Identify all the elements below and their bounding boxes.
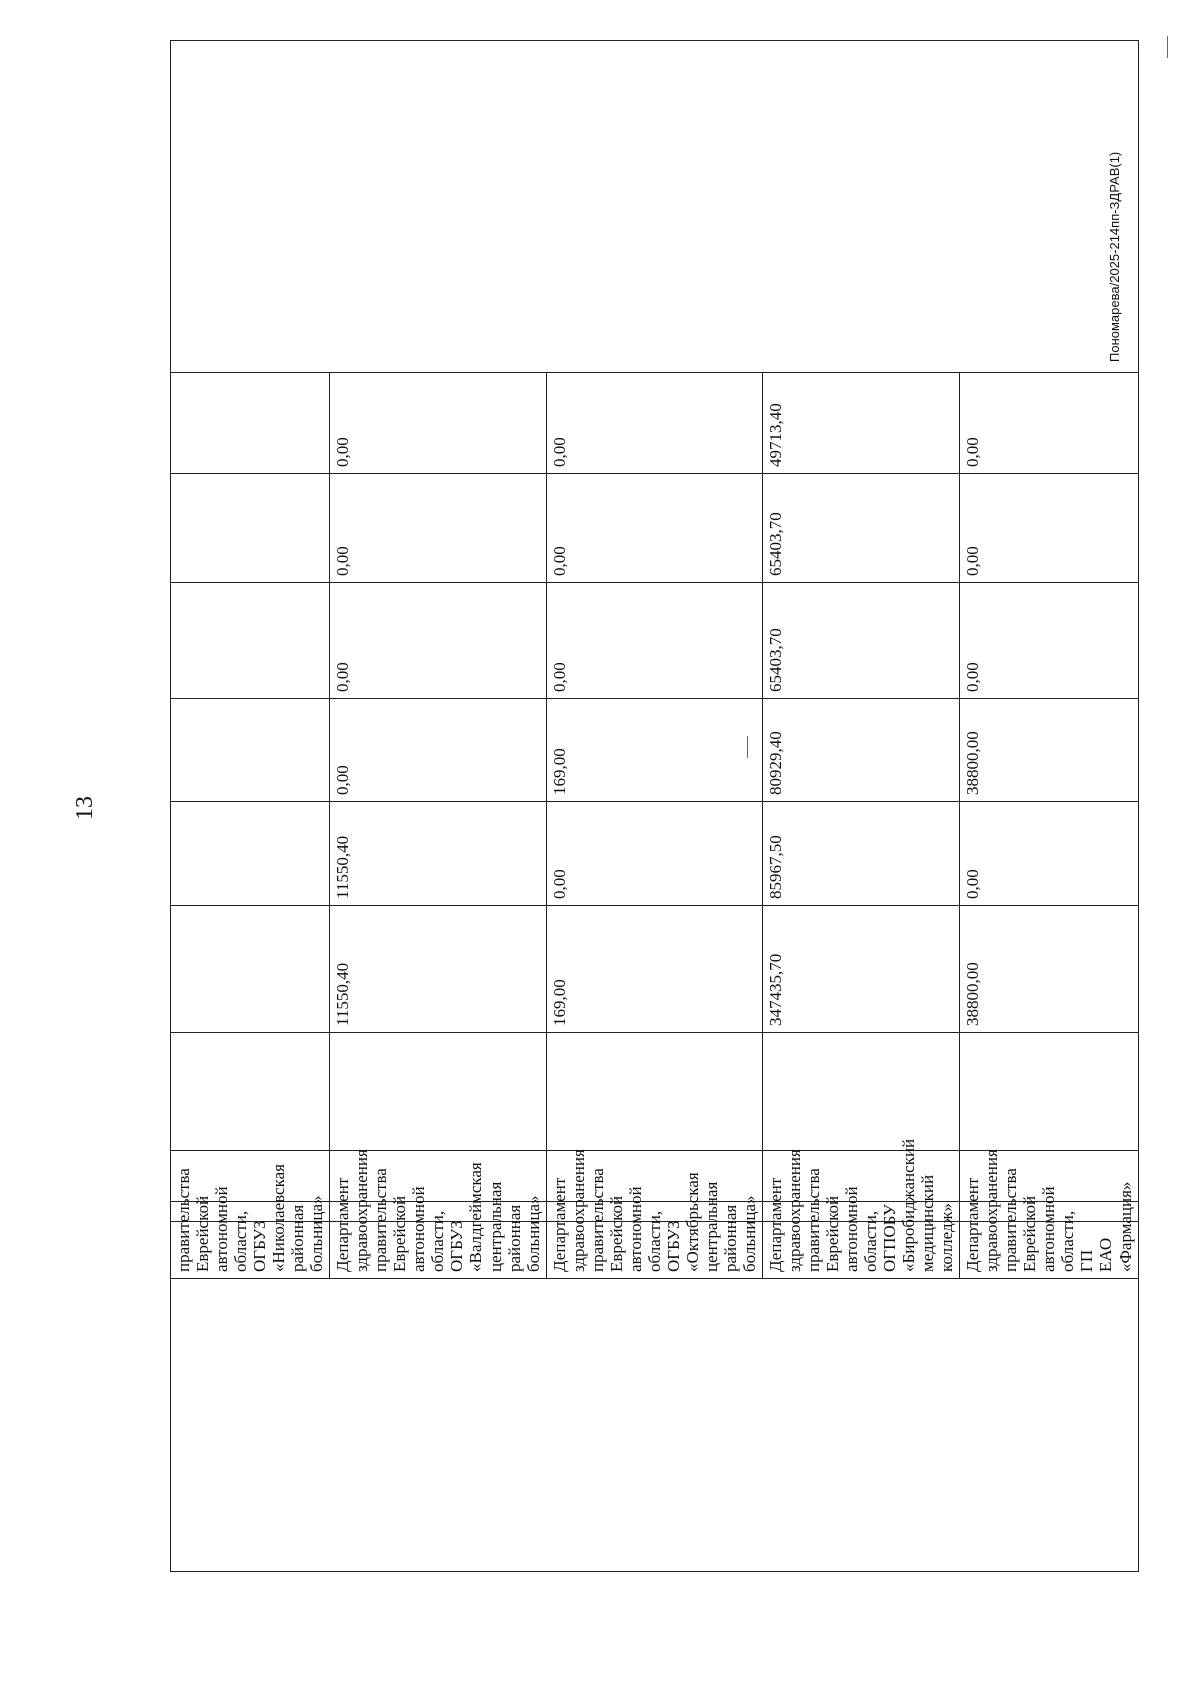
value-cell: 0,00 [546, 373, 762, 474]
value-cell: 38800,00 [960, 699, 1138, 802]
empty-cell [171, 1151, 330, 1202]
value-cell: 0,00 [546, 474, 762, 583]
value-cell [171, 474, 330, 583]
scan-mark-top [1167, 36, 1168, 58]
document-code: Пономарева/2025-214пп-ЗДРАВ(1) [1107, 151, 1122, 362]
empty-cell [762, 1033, 959, 1151]
empty-cell [546, 1033, 762, 1151]
value-cell: 38800,00 [960, 906, 1138, 1033]
value-cell [171, 583, 330, 699]
value-cell: 0,00 [330, 583, 546, 699]
org-cell: Департамент здравоохранения правительства Еврейской автономной области, ГП ЕАО «Фармация» [960, 1222, 1138, 1279]
page-number: 13 [72, 796, 98, 820]
value-cell: 49713,40 [762, 373, 959, 474]
org-cell: Департамент здравоохранения правительства Еврейской автономной области, ОГБУЗ «Октябрьская центральная районная больница» [546, 1222, 762, 1279]
value-cell: 347435,70 [762, 906, 959, 1033]
value-cell [171, 699, 330, 802]
value-cell: 0,00 [960, 373, 1138, 474]
org-cell: Департамент здравоохранения правительства Еврейской автономной области, ОГБУЗ «Валдгеймская центральная районная больница» [330, 1222, 546, 1279]
empty-cell [330, 1033, 546, 1151]
value-cell [171, 802, 330, 906]
value-cell: 80929,40 [762, 699, 959, 802]
value-cell: 169,00 [546, 906, 762, 1033]
value-cell: 169,00 [546, 699, 762, 802]
value-cell: 0,00 [546, 583, 762, 699]
empty-cell [960, 1033, 1138, 1151]
empty-last-column-cell [171, 41, 1139, 373]
table-row [171, 41, 330, 1572]
org-cell: правительства Еврейской автономной области, ОГБУЗ «Николаевская районная больница» [171, 1222, 330, 1279]
value-cell: 65403,70 [762, 583, 959, 699]
org-cell: Департамент здравоохранения правительства Еврейской автономной области, ОГПОБУ «Биробиджанский медицинский колледж» [762, 1222, 959, 1279]
value-cell: 0,00 [330, 699, 546, 802]
value-cell [171, 906, 330, 1033]
value-cell: 11550,40 [330, 906, 546, 1033]
empty-first-column-cell [171, 1279, 1139, 1572]
value-cell: 85967,50 [762, 802, 959, 906]
value-cell: 11550,40 [330, 802, 546, 906]
value-cell: 0,00 [546, 802, 762, 906]
value-cell: 0,00 [960, 802, 1138, 906]
funding-table [170, 40, 1139, 1572]
value-cell [171, 373, 330, 474]
value-cell: 0,00 [960, 583, 1138, 699]
value-cell: 0,00 [960, 474, 1138, 583]
empty-cell [171, 1033, 330, 1151]
value-cell: 65403,70 [762, 474, 959, 583]
value-cell: 0,00 [330, 474, 546, 583]
value-cell: 0,00 [330, 373, 546, 474]
